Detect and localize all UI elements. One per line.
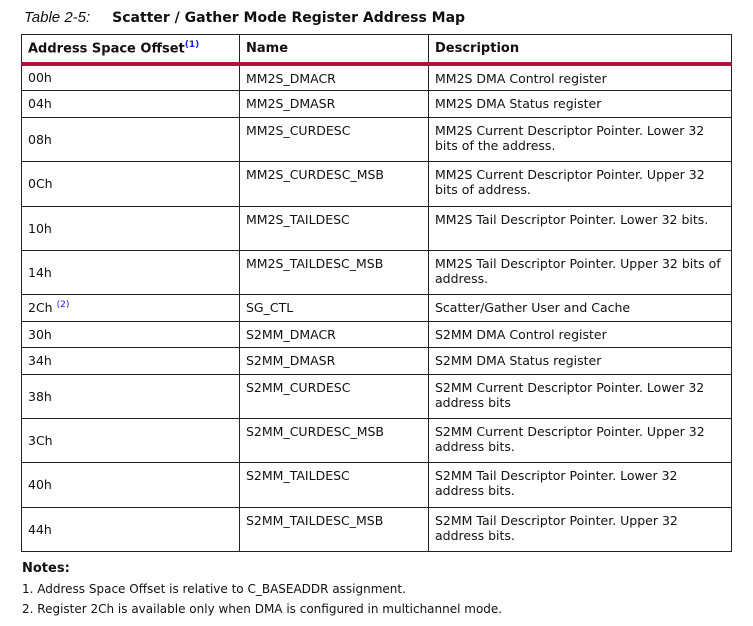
header-offset: Address Space Offset$^{(1)}$ bbox=[22, 35, 240, 65]
offset-cell: 44h bbox=[22, 507, 240, 551]
table-row bbox=[22, 90, 732, 117]
name-cell: S2MM_TAILDESC_MSB bbox=[240, 507, 429, 551]
table-row bbox=[22, 347, 732, 374]
description-cell: MM2S DMA Control register bbox=[429, 64, 732, 90]
table-row bbox=[22, 507, 732, 551]
table-row bbox=[22, 294, 732, 321]
table-row bbox=[22, 161, 732, 206]
offset-cell: 40h bbox=[22, 462, 240, 507]
offset-cell: 30h bbox=[22, 321, 240, 347]
description-cell: S2MM Tail Descriptor Pointer. Lower 32 address bits. bbox=[429, 462, 732, 507]
table-row bbox=[22, 206, 732, 250]
register-address-table bbox=[21, 34, 732, 552]
name-cell: MM2S_CURDESC bbox=[240, 117, 429, 161]
description-cell: MM2S Tail Descriptor Pointer. Lower 32 bits. bbox=[429, 206, 732, 250]
table-title: Scatter / Gather Mode Register Address Map bbox=[112, 10, 466, 26]
description-cell: MM2S Current Descriptor Pointer. Upper 32 bits of address. bbox=[429, 161, 732, 206]
description-cell: S2MM DMA Control register bbox=[429, 321, 732, 347]
description-cell: Scatter/Gather User and Cache bbox=[429, 294, 732, 321]
table-row bbox=[22, 250, 732, 294]
name-cell: S2MM_TAILDESC bbox=[240, 462, 429, 507]
description-cell: S2MM Current Descriptor Pointer. Lower 32 address bits bbox=[429, 374, 732, 418]
name-cell: S2MM_DMASR bbox=[240, 347, 429, 374]
note-item: 2. Register 2Ch is available only when DMA is configured in multichannel mode. bbox=[22, 602, 503, 616]
offset-cell: 00h bbox=[22, 64, 240, 90]
name-cell: MM2S_TAILDESC_MSB bbox=[240, 250, 429, 294]
description-cell: S2MM Current Descriptor Pointer. Upper 32 address bits. bbox=[429, 418, 732, 462]
offset-cell: 34h bbox=[22, 347, 240, 374]
header-name: Name bbox=[240, 35, 429, 65]
offset-cell: 38h bbox=[22, 374, 240, 418]
notes-heading: Notes: bbox=[22, 561, 70, 576]
table-row bbox=[22, 64, 732, 90]
footnote-ref[interactable]: (2) bbox=[56, 299, 70, 310]
table-row bbox=[22, 374, 732, 418]
offset-cell: 0Ch bbox=[22, 161, 240, 206]
name-cell: MM2S_TAILDESC bbox=[240, 206, 429, 250]
offset-cell: 10h bbox=[22, 206, 240, 250]
table-caption bbox=[24, 9, 465, 26]
header-row bbox=[22, 35, 732, 65]
table-row bbox=[22, 117, 732, 161]
notes bbox=[22, 559, 502, 619]
footnote-ref[interactable]: (1) bbox=[184, 40, 200, 51]
offset-cell: 08h bbox=[22, 117, 240, 161]
name-cell: MM2S_DMASR bbox=[240, 90, 429, 117]
offset-cell: 2Ch $^{(2)}$ bbox=[22, 294, 240, 321]
table-row bbox=[22, 321, 732, 347]
description-cell: MM2S DMA Status register bbox=[429, 90, 732, 117]
table-number: Table 2-5: bbox=[24, 9, 91, 26]
name-cell: S2MM_CURDESC bbox=[240, 374, 429, 418]
description-cell: S2MM Tail Descriptor Pointer. Upper 32 address bits. bbox=[429, 507, 732, 551]
name-cell: MM2S_CURDESC_MSB bbox=[240, 161, 429, 206]
offset-cell: 3Ch bbox=[22, 418, 240, 462]
header-description: Description bbox=[429, 35, 732, 65]
offset-cell: 14h bbox=[22, 250, 240, 294]
name-cell: MM2S_DMACR bbox=[240, 64, 429, 90]
name-cell: SG_CTL bbox=[240, 294, 429, 321]
name-cell: S2MM_DMACR bbox=[240, 321, 429, 347]
table-row bbox=[22, 462, 732, 507]
table-row bbox=[22, 418, 732, 462]
description-cell: MM2S Current Descriptor Pointer. Lower 32 bits of the address. bbox=[429, 117, 732, 161]
description-cell: MM2S Tail Descriptor Pointer. Upper 32 bits of address. bbox=[429, 250, 732, 294]
description-cell: S2MM DMA Status register bbox=[429, 347, 732, 374]
offset-cell: 04h bbox=[22, 90, 240, 117]
note-item: 1. Address Space Offset is relative to C_BASEADDR assignment. bbox=[22, 582, 406, 596]
name-cell: S2MM_CURDESC_MSB bbox=[240, 418, 429, 462]
